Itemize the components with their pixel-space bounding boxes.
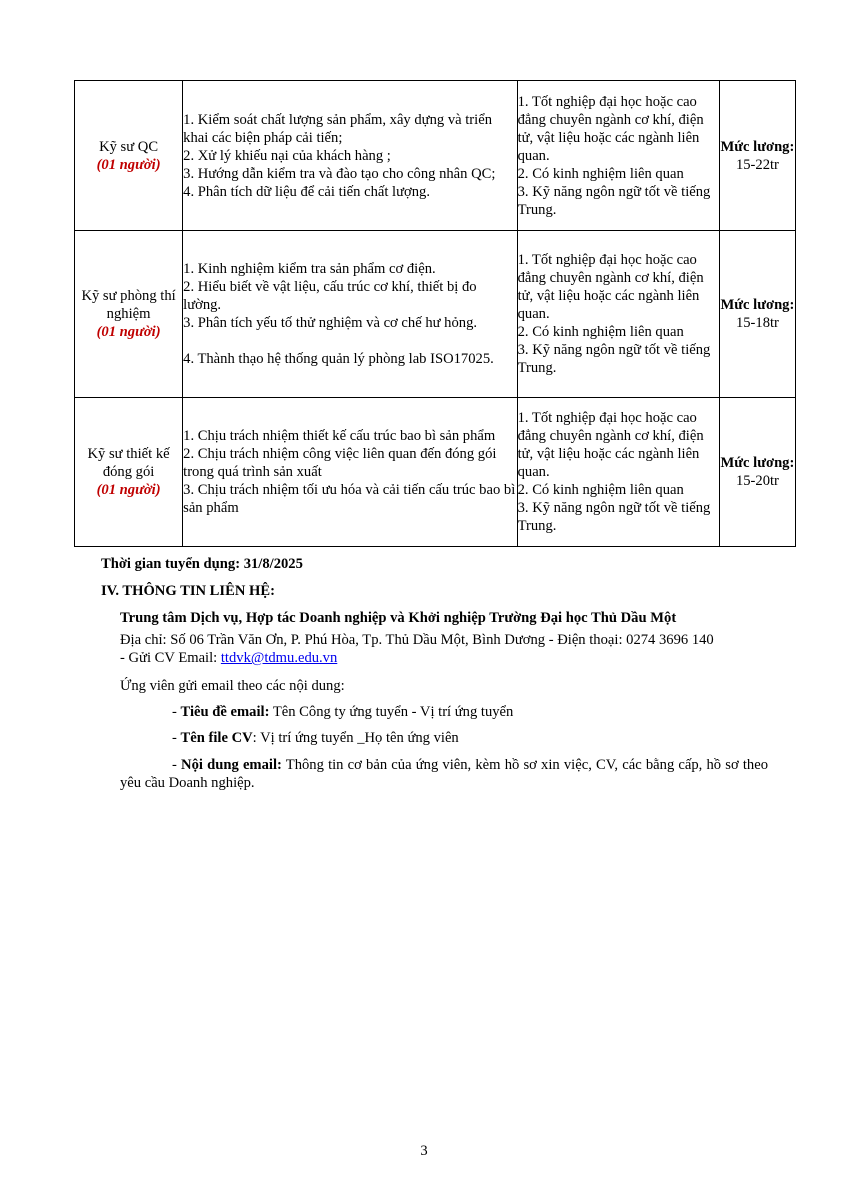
jobs-table — [74, 80, 796, 547]
job-title: Kỹ sư phòng thí nghiệm — [81, 288, 176, 322]
job-requirement-line: 3. Kỹ năng ngôn ngữ tốt về tiếng Trung. — [517, 342, 711, 376]
job-count: (01 người) — [96, 156, 161, 173]
job-requirement-line: 2. Có kinh nghiệm liên quan — [517, 165, 684, 182]
job-description-line: 2. Hiểu biết về vật liệu, cấu trúc cơ khí, thiết bị đo lường. — [183, 279, 477, 313]
job-requirements-cell — [517, 398, 719, 547]
job-requirement-line: 3. Kỹ năng ngôn ngữ tốt về tiếng Trung. — [517, 183, 711, 218]
salary-value: 15-18tr — [735, 315, 779, 331]
job-title-cell — [75, 231, 183, 398]
job-salary-cell — [719, 398, 795, 547]
job-row-qc — [75, 81, 796, 231]
instruction-label: Tiêu đề email: — [180, 704, 270, 720]
job-description-line: 3. Chịu trách nhiệm tối ưu hóa và cải tiến cấu trúc bao bì sản phẩm — [183, 482, 516, 516]
job-requirement-line: 1. Tốt nghiệp đại học hoặc cao đẳng chuyên ngành cơ khí, điện tử, vật liệu hoặc các ngành liên quan. — [517, 252, 704, 322]
job-description-line: 3. Hướng dẫn kiểm tra và đào tạo cho công nhân QC; — [183, 165, 496, 182]
email-instruction-item: - Tiêu đề email: Tên Công ty ứng tuyển - Vị trí ứng tuyển — [172, 704, 514, 720]
salary-label: Mức lương: — [720, 138, 795, 155]
job-requirement-line: 3. Kỹ năng ngôn ngữ tốt về tiếng Trung. — [517, 500, 711, 534]
job-requirement-line: 1. Tốt nghiệp đại học hoặc cao đẳng chuyên ngành cơ khí, điện tử, vật liệu hoặc các ngành liên quan. — [517, 410, 704, 480]
job-title-cell — [75, 81, 183, 231]
job-description-cell — [183, 81, 517, 231]
email-instruction-item: - Tên file CV: Vị trí ứng tuyển _Họ tên ứng viên — [172, 730, 459, 746]
job-requirements-cell — [517, 81, 719, 231]
instruction-text: Tên Công ty ứng tuyển - Vị trí ứng tuyển — [269, 704, 514, 720]
job-description-line: 2. Chịu trách nhiệm công việc liên quan đến đóng gói trong quá trình sản xuất — [183, 446, 497, 480]
email-link[interactable]: ttdvk@tdmu.edu.vn — [220, 650, 338, 666]
job-description-line: 1. Chịu trách nhiệm thiết kế cấu trúc bao bì sản phẩm — [183, 428, 496, 444]
job-count: (01 người) — [96, 324, 161, 340]
contact-address: Địa chỉ: Số 06 Trần Văn Ơn, P. Phú Hòa, Tp. Thủ Dầu Một, Bình Dương - Điện thoại: 0274 3696 140 — [120, 632, 714, 648]
job-description-gap — [183, 332, 516, 350]
job-title-cell — [75, 398, 183, 547]
instruction-label: Nội dung email: — [181, 757, 282, 773]
email-prefix: - Gửi CV Email: — [120, 650, 221, 666]
instruction-text: Thông tin cơ bản của ứng viên, kèm hồ sơ xin việc, CV, các bằng cấp, hồ sơ theo yêu cầu Doanh nghiệp. — [120, 757, 768, 791]
contact-email-line — [120, 649, 337, 667]
job-requirement-line: 2. Có kinh nghiệm liên quan — [517, 324, 684, 340]
salary-label: Mức lương: — [720, 297, 795, 313]
email-instructions-intro: Ứng viên gửi email theo các nội dung: — [120, 678, 345, 694]
salary-value: 15-22tr — [735, 156, 779, 173]
salary-label: Mức lương: — [720, 455, 795, 471]
instruction-label: Tên file CV — [180, 730, 253, 746]
job-salary-cell — [719, 231, 795, 398]
job-description-line: 4. Phân tích dữ liệu để cải tiến chất lượng. — [183, 183, 430, 200]
job-row-packaging — [75, 398, 796, 547]
job-salary-cell — [719, 81, 795, 231]
instruction-text: : Vị trí ứng tuyển _Họ tên ứng viên — [252, 730, 459, 746]
job-description-line: 1. Kinh nghiệm kiểm tra sản phẩm cơ điện. — [183, 261, 436, 277]
recruitment-time: Thời gian tuyển dụng: 31/8/2025 — [101, 556, 303, 572]
job-title: Kỹ sư QC — [99, 138, 159, 155]
job-requirement-line: 2. Có kinh nghiệm liên quan — [517, 482, 684, 498]
job-description-line: 4. Thành thạo hệ thống quản lý phòng lab ISO17025. — [183, 351, 494, 367]
job-requirements-cell — [517, 231, 719, 398]
job-row-lab — [75, 231, 796, 398]
contact-organization: Trung tâm Dịch vụ, Hợp tác Doanh nghiệp và Khởi nghiệp Trường Đại học Thủ Dầu Một — [120, 610, 677, 626]
job-requirement-line: 1. Tốt nghiệp đại học hoặc cao đẳng chuyên ngành cơ khí, điện tử, vật liệu hoặc các ngành liên quan. — [517, 93, 704, 164]
job-description-cell — [183, 231, 517, 398]
job-title: Kỹ sư thiết kế đóng gói — [87, 446, 170, 480]
job-description-cell — [183, 398, 517, 547]
page-number: 3 — [420, 1143, 428, 1159]
job-description-line: 3. Phân tích yếu tố thử nghiệm và cơ chế hư hỏng. — [183, 315, 478, 331]
salary-value: 15-20tr — [735, 473, 779, 489]
contact-heading: IV. THÔNG TIN LIÊN HỆ: — [101, 583, 275, 599]
job-description-line: 2. Xử lý khiếu nại của khách hàng ; — [183, 147, 391, 164]
job-count: (01 người) — [96, 482, 161, 498]
job-description-line: 1. Kiểm soát chất lượng sản phẩm, xây dựng và triển khai các biện pháp cải tiến; — [183, 111, 492, 146]
email-instruction-item: - Nội dung email: Thông tin cơ bản của ứng viên, kèm hồ sơ xin việc, CV, các bằng cấp, hồ sơ theo yêu cầu Doanh nghiệp. — [120, 757, 768, 791]
